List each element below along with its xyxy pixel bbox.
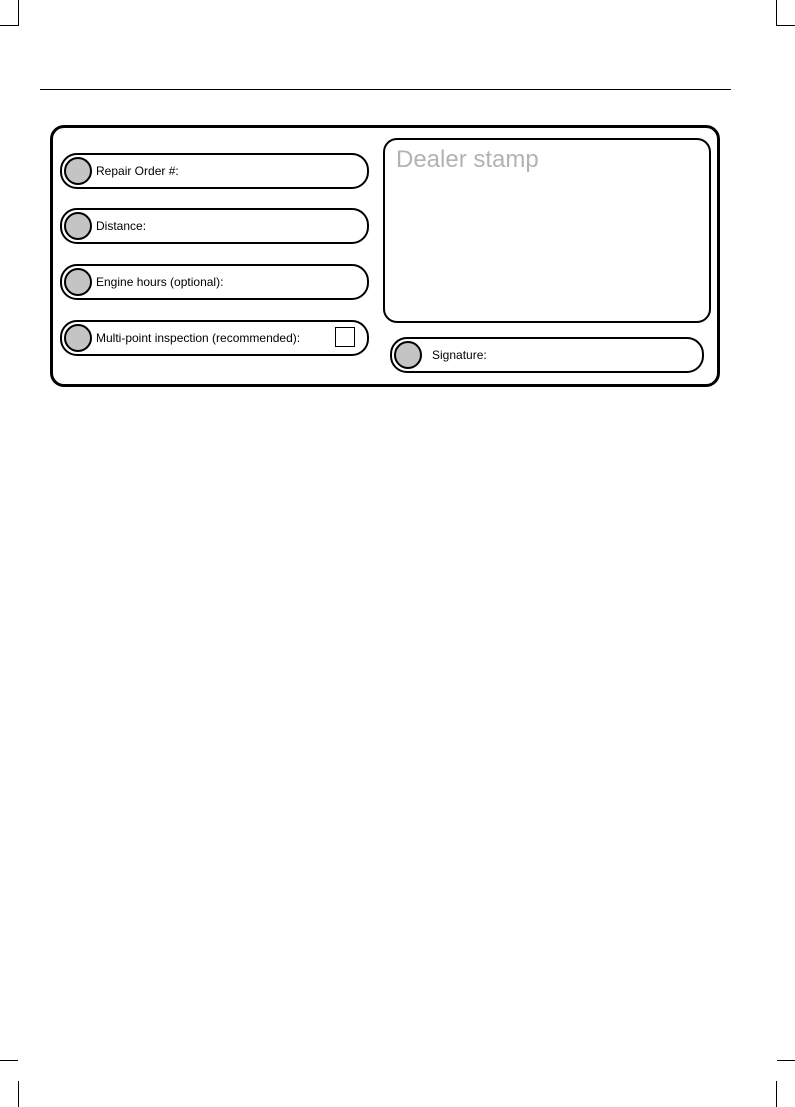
engine-hours-field[interactable] <box>60 264 369 300</box>
multi-point-inspection-field <box>60 320 369 356</box>
dealer-stamp-box <box>383 138 711 323</box>
crop-mark-top-right <box>776 0 777 26</box>
repair-order-field[interactable] <box>60 153 369 189</box>
dealer-stamp-label: Dealer stamp <box>396 146 539 173</box>
crop-mark-top-right-h <box>777 25 795 26</box>
repair-order-label: Repair Order #: <box>96 164 179 178</box>
crop-mark-bottom-right <box>776 1081 777 1107</box>
field-bullet-icon <box>64 324 92 352</box>
field-bullet-icon <box>64 212 92 240</box>
header-rule <box>40 89 731 90</box>
multi-point-inspection-label: Multi-point inspection (recommended): <box>96 331 301 345</box>
crop-mark-top-left <box>18 0 19 26</box>
crop-mark-top-left-h <box>0 25 18 26</box>
crop-mark-bottom-right-h <box>777 1060 795 1061</box>
engine-hours-label: Engine hours (optional): <box>96 275 224 289</box>
field-bullet-icon <box>64 268 92 296</box>
crop-mark-bottom-left-h <box>0 1060 18 1061</box>
distance-label: Distance: <box>96 219 147 233</box>
multi-point-inspection-checkbox[interactable] <box>335 327 355 347</box>
crop-mark-bottom-left <box>18 1081 19 1107</box>
field-bullet-icon <box>394 341 422 369</box>
field-bullet-icon <box>64 157 92 185</box>
distance-field[interactable] <box>60 208 369 244</box>
service-record-form <box>50 125 720 387</box>
signature-label: Signature: <box>432 348 487 362</box>
signature-field[interactable] <box>390 337 704 373</box>
